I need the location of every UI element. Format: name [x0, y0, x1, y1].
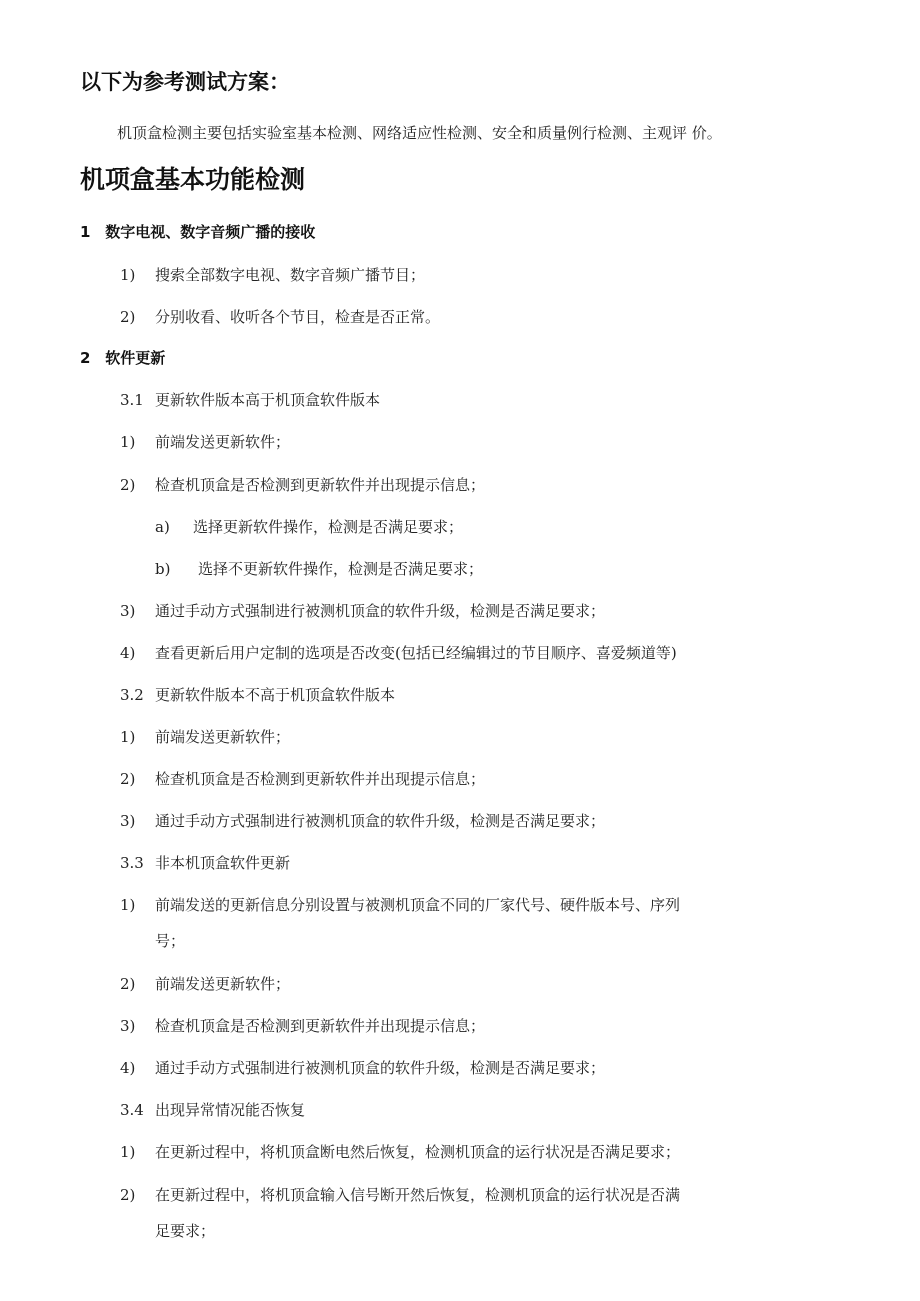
subsection-heading: 3.3 非本机顶盒软件更新 [120, 854, 291, 872]
sub-list-item: b) 选择不更新软件操作，检测是否满足要求； [155, 560, 484, 578]
list-item: 4) 查看更新后用户定制的选项是否改变(包括已经编辑过的节目顺序、喜爱频道等) [120, 644, 677, 662]
section-title: 数字电视、数字音频广播的接收 [105, 223, 316, 241]
list-item: 2) 在更新过程中，将机顶盒输入信号断开然后恢复，检测机顶盒的运行状况是否满 [120, 1186, 681, 1204]
section-title: 软件更新 [105, 349, 166, 367]
list-item: 2) 分别收看、收听各个节目，检查是否正常。 [120, 308, 441, 326]
list-item: 2) 检查机顶盒是否检测到更新软件并出现提示信息； [120, 476, 486, 494]
list-item: 1) 前端发送的更新信息分别设置与被测机顶盒不同的厂家代号、硬件版本号、序列 [120, 896, 681, 914]
list-item: 1) 前端发送更新软件； [120, 433, 291, 451]
subsection-heading: 3.4 出现异常情况能否恢复 [120, 1101, 306, 1119]
sub-list-item: a) 选择更新软件操作，检测是否满足要求； [155, 518, 464, 536]
section-heading [80, 347, 165, 368]
section-number: 2 [80, 349, 91, 367]
top-heading: 以下为参考测试方案： [80, 70, 290, 94]
subsection-heading: 3.2 更新软件版本不高于机顶盒软件版本 [120, 686, 396, 704]
list-item: 3) 检查机顶盒是否检测到更新软件并出现提示信息； [120, 1017, 486, 1035]
list-item: 2) 前端发送更新软件； [120, 975, 291, 993]
main-heading: 机项盒基本功能检测 [80, 165, 306, 194]
list-item: 3) 通过手动方式强制进行被测机顶盒的软件升级，检测是否满足要求； [120, 812, 606, 830]
list-item-continuation: 足要求； [155, 1222, 216, 1240]
list-item: 1) 前端发送更新软件； [120, 728, 291, 746]
section-number: 1 [80, 223, 91, 241]
list-item: 4) 通过手动方式强制进行被测机顶盒的软件升级，检测是否满足要求； [120, 1059, 606, 1077]
list-item: 1) 在更新过程中，将机顶盒断电然后恢复，检测机顶盒的运行状况是否满足要求； [120, 1143, 681, 1161]
intro-paragraph: 机顶盒检测主要包括实验室基本检测、网络适应性检测、安全和质量例行检测、主观评 价。 [117, 124, 722, 142]
list-item-continuation: 号； [155, 932, 186, 950]
list-item: 2) 检查机顶盒是否检测到更新软件并出现提示信息； [120, 770, 486, 788]
list-item: 1) 搜索全部数字电视、数字音频广播节目； [120, 266, 426, 284]
section-heading [80, 221, 315, 242]
list-item: 3) 通过手动方式强制进行被测机顶盒的软件升级，检测是否满足要求； [120, 602, 606, 620]
subsection-heading: 3.1 更新软件版本高于机顶盒软件版本 [120, 391, 381, 409]
